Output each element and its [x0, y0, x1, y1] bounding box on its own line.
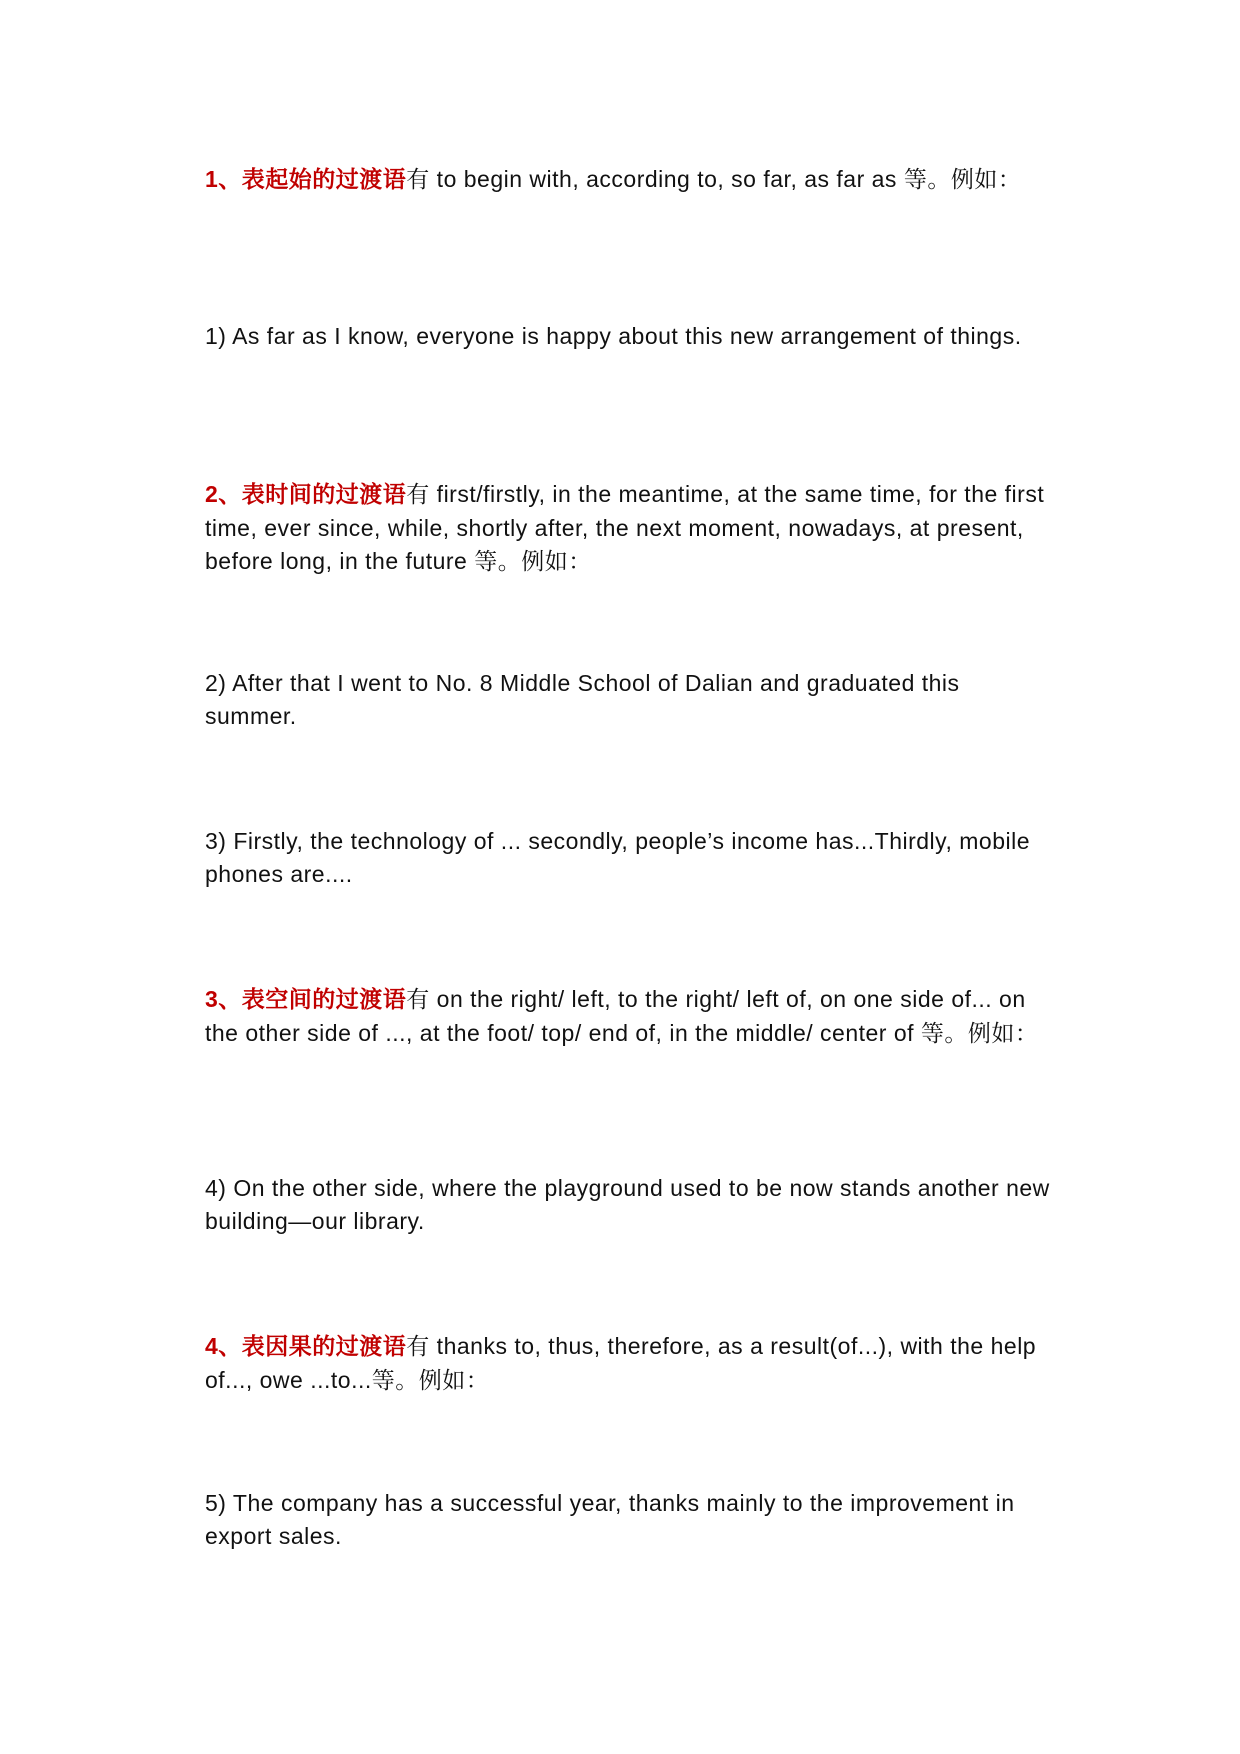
section-2-tail: 等。例如： — [474, 549, 592, 575]
section-1-body: to begin with, according to, so far, as far as — [429, 166, 904, 192]
section-1-separator: 、 — [218, 166, 242, 193]
section-2-number: 2 — [205, 481, 219, 507]
section-4-paragraph — [205, 1330, 1050, 1398]
section-4-number: 4 — [205, 1333, 219, 1359]
section-4-title: 表因果的过渡语 — [241, 1333, 407, 1360]
section-2-separator: 、 — [218, 481, 242, 508]
example-2: 2) After that I went to No. 8 Middle School of Dalian and graduated this summer. — [205, 670, 960, 729]
example-4: 4) On the other side, where the playground used to be now stands another new building—our library. — [205, 1175, 1050, 1234]
section-2-paragraph — [205, 478, 1050, 579]
section-3-heading — [205, 986, 406, 1012]
section-3-body: on the right/ left, to the right/ left of, on one side of... on the other side of ..., at the foot/ top/ end of, in the middle/ center of — [205, 986, 1026, 1046]
section-3-separator: 、 — [218, 986, 242, 1013]
example-3: 3) Firstly, the technology of ... secondly, people’s income has...Thirdly, mobile phones are.... — [205, 828, 1030, 887]
section-1-lead: 有 — [406, 167, 430, 193]
section-2-lead: 有 — [406, 482, 430, 508]
section-4-separator: 、 — [218, 1333, 242, 1360]
section-3-title: 表空间的过渡语 — [241, 986, 407, 1013]
section-3-number: 3 — [205, 986, 219, 1012]
section-1-heading — [205, 166, 406, 192]
example-1: 1) As far as I know, everyone is happy about this new arrangement of things. — [205, 323, 1022, 349]
section-3-paragraph — [205, 983, 1050, 1051]
section-3-lead: 有 — [406, 987, 430, 1013]
section-4-tail: 等。例如： — [371, 1368, 490, 1394]
section-4-body: thanks to, thus, therefore, as a result(of...), with the help of..., owe ...to... — [205, 1333, 1037, 1393]
section-2-heading — [205, 481, 406, 507]
section-1-title: 表起始的过渡语 — [241, 166, 407, 193]
section-4-lead: 有 — [406, 1334, 430, 1360]
example-5: 5) The company has a successful year, thanks mainly to the improvement in export sales. — [205, 1490, 1015, 1549]
section-1-paragraph — [205, 163, 1050, 197]
section-2-body: first/firstly, in the meantime, at the same time, for the first time, ever since, while, shortly after, the next moment, nowadays, at present, before long, in the future — [205, 481, 1045, 574]
section-3-tail: 等。例如： — [920, 1021, 1039, 1047]
section-4-heading — [205, 1333, 406, 1359]
section-2-title: 表时间的过渡语 — [241, 481, 407, 508]
section-1-number: 1 — [205, 166, 219, 192]
section-1-tail: 等。例如： — [903, 167, 1022, 193]
